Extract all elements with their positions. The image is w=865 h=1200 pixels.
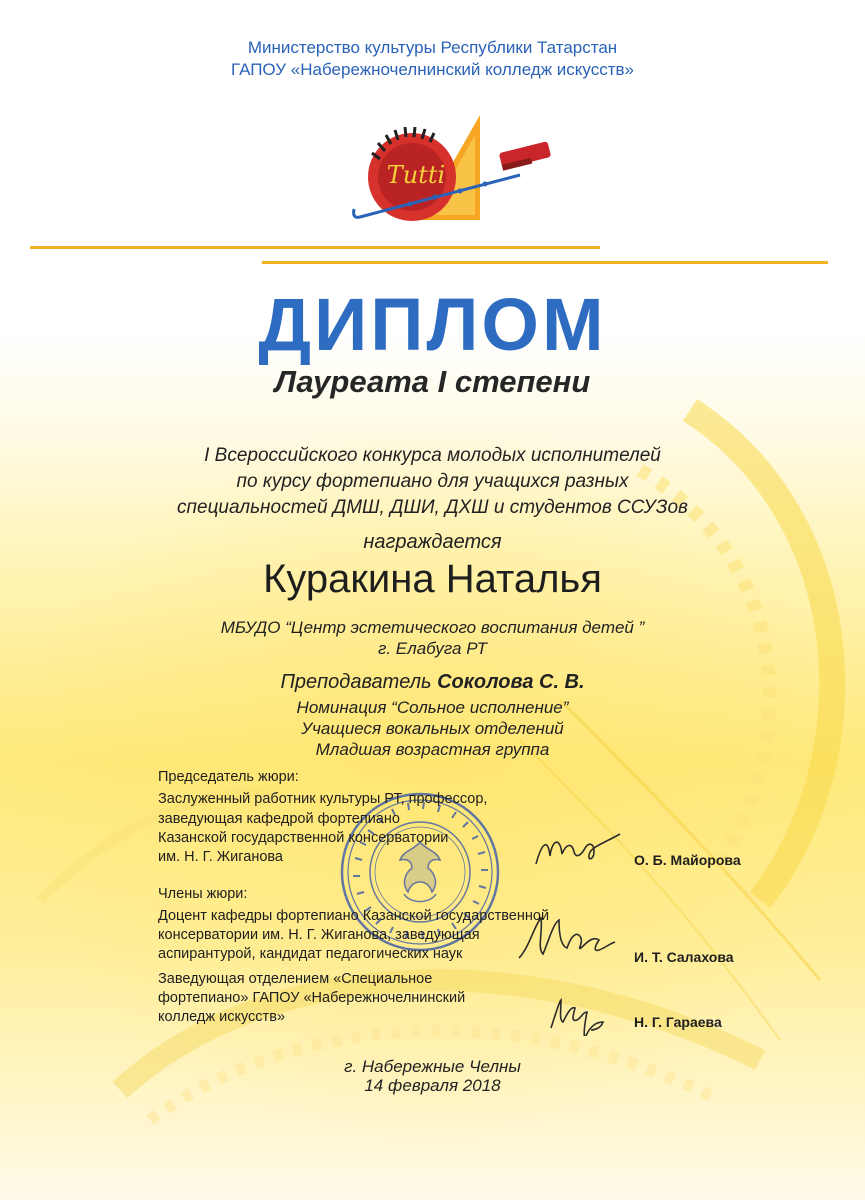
nomination-department: Учащиеся вокальных отделений bbox=[301, 719, 564, 738]
footer-date: 14 февраля 2018 bbox=[364, 1076, 501, 1095]
jury-chair-label: Председатель жюри: bbox=[158, 769, 299, 785]
nomination-title: Номинация “Сольное исполнение” bbox=[296, 698, 569, 717]
jury-member1-line-1: Доцент кафедры фортепиано Казанской государственной bbox=[158, 908, 550, 924]
signature-member2 bbox=[545, 992, 615, 1036]
jury-chair-line-1: Заслуженный работник культуры РТ, профессор, bbox=[158, 791, 488, 807]
nomination-age-group: Младшая возрастная группа bbox=[315, 740, 550, 759]
laureate-degree: Лауреата I степени bbox=[274, 364, 591, 399]
header-rule-bottom bbox=[262, 261, 828, 264]
competition-line-1: I Всероссийского конкурса молодых исполнителей bbox=[204, 445, 661, 466]
jury-member2-name: Н. Г. Гараева bbox=[634, 1014, 722, 1030]
teacher-line bbox=[0, 669, 865, 695]
ministry-name: Министерство культуры Республики Татарстан bbox=[247, 38, 618, 57]
recipient-name: Куракина Наталья bbox=[263, 557, 602, 601]
institution-name: МБУДО “Центр эстетического воспитания детей ” bbox=[220, 618, 645, 637]
college-logo bbox=[350, 105, 560, 230]
jury-chair-line-3: Казанской государственной консерватории bbox=[158, 830, 449, 846]
college-name: ГАПОУ «Набережночелнинский колледж искусств» bbox=[231, 60, 634, 79]
jury-members-label: Члены жюри: bbox=[158, 886, 248, 902]
jury-chair-line-4: им. Н. Г. Жиганова bbox=[158, 849, 283, 865]
institution-city: г. Елабуга РТ bbox=[377, 639, 488, 658]
jury-member1-line-3: аспирантурой, кандидат педагогических наук bbox=[158, 946, 463, 962]
jury-member2-line-3: колледж искусств» bbox=[158, 1009, 285, 1025]
diploma-title: ДИПЛОМ bbox=[258, 283, 607, 366]
jury-member1-line-2: консерватории им. Н. Г. Жиганова, заведующая bbox=[158, 927, 480, 943]
teacher-label: Преподаватель bbox=[280, 671, 432, 693]
signature-chair bbox=[530, 828, 630, 876]
competition-line-3: специальностей ДМШ, ДШИ, ДХШ и студентов ССУЗов bbox=[177, 497, 688, 518]
awarded-label: награждается bbox=[363, 531, 502, 553]
footer-city: г. Набережные Челны bbox=[344, 1057, 521, 1076]
jury-chair-line-2: заведующая кафедрой фортепиано bbox=[158, 811, 400, 827]
teacher-name: Соколова С. В. bbox=[437, 671, 585, 693]
header-rule-top bbox=[30, 246, 600, 249]
jury-member2-line-2: фортепиано» ГАПОУ «Набережночелнинский bbox=[158, 990, 466, 1006]
competition-line-2: по курсу фортепиано для учащихся разных bbox=[236, 471, 629, 492]
jury-member2-line-1: Заведующая отделением «Специальное bbox=[158, 971, 433, 987]
jury-member1-name: И. Т. Салахова bbox=[634, 949, 734, 965]
logo-text: Tutti bbox=[386, 161, 446, 189]
signature-member1 bbox=[515, 906, 620, 968]
jury-chair-name: О. Б. Майорова bbox=[634, 852, 741, 868]
